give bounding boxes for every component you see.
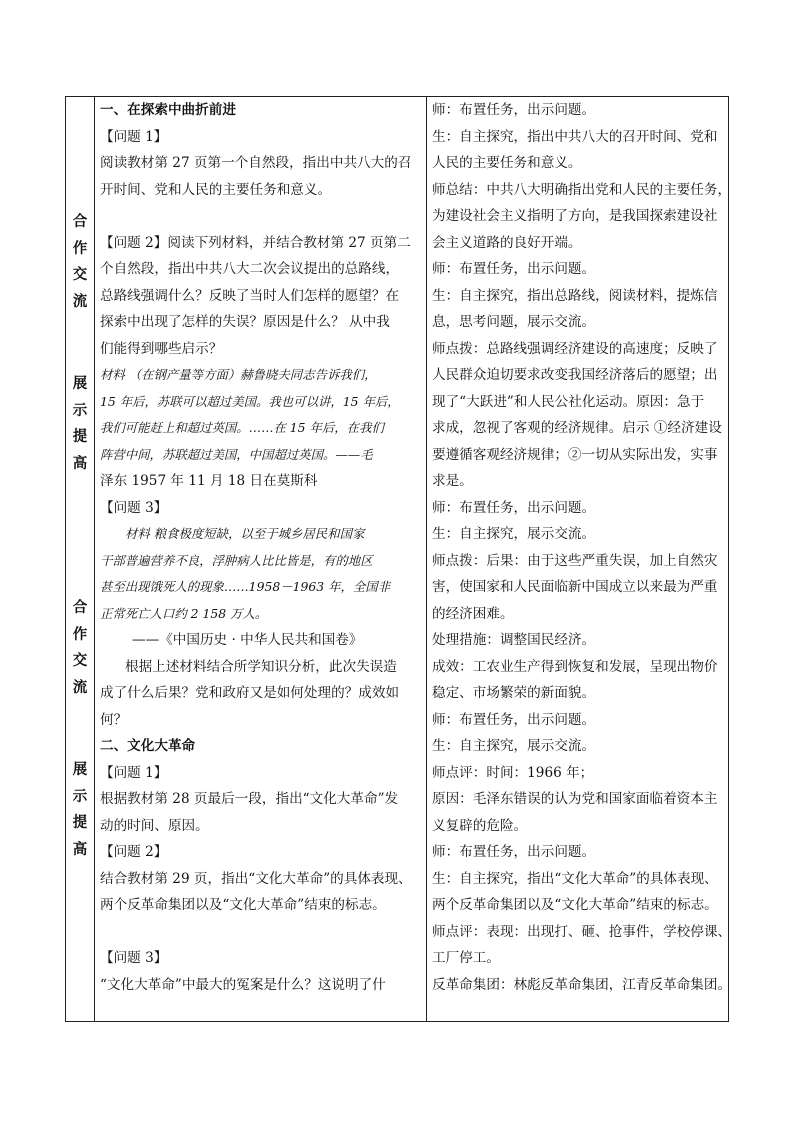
activity-line: 现了“大跃进”和人民公社化运动。原因：急于 [432,393,705,410]
material-source: 泽东 1957 年 11 月 18 日在莫斯科 [100,473,318,489]
activity-line: 原因：毛泽东错误的认为党和国家面临着资本主 [432,791,718,807]
activity-line: 师：布置任务，出示问题。 [432,711,596,728]
material-quote-line: 干部普遍营养不良，浮肿病人比比皆是，有的地区 [100,552,373,568]
activity-line: 两个反革命集团以及“文化大革命”结束的标志。 [432,897,718,913]
stage-label-cooperate-1: 合 作 交 流 [72,213,88,310]
activity-line: 生：自主探究，展示交流。 [432,738,596,754]
activity-line: 人民群众迫切要求改变我国经济落后的愿望；出 [432,367,718,383]
material-quote-line: 材料 （在钢产量等方面）赫鲁晓夫同志告诉我们， [100,367,377,382]
activity-line: 师：布置任务，出示问题。 [432,844,596,860]
activity-line: 会主义道路的良好开端。 [432,234,582,251]
content-line: 探索中出现了怎样的失误？原因是什么？ 从中我 [100,314,390,330]
activity-line: 求是。 [432,473,473,489]
question-label: 【问题 1】 [100,764,168,781]
material-quote-line: 15 年后，苏联可以超过美国。我也可以讲，15 年后， [100,393,400,409]
content-line: 何？ [100,711,128,728]
content-line: 两个反革命集团以及“文化大革命”结束的标志。 [100,897,386,913]
question-label: 【问题 3】 [100,499,168,516]
material-quote-line: 正常死亡人口约 2 158 万人。 [100,605,268,621]
content-line: 根据上述材料结合所学知识分析，此次失误造 [125,658,397,675]
question-label: 【问题 2】阅读下列材料，并结合教材第 27 页第二 [100,234,411,251]
activity-line: 处理措施：调整国民经济。 [432,632,596,648]
content-line: 动的时间、原因。 [100,817,209,834]
activity-line: 为建设社会主义指明了方向，是我国探索建设社 [432,208,718,224]
activity-line: 人民的主要任务和意义。 [432,155,582,171]
activity-line: 师点评：表现：出现打、砸、抢事件，学校停课、 [432,923,732,940]
stage-label-cooperate-2: 合 作 交 流 [72,599,88,696]
activity-line: 息，思考问题，展示交流。 [432,314,596,330]
activity-line: 的经济困难。 [432,605,514,622]
activity-line: 生：自主探究，指出总路线，阅读材料，提炼信 [432,287,718,304]
activity-line: 师总结：中共八大明确指出党和人民的主要任务， [432,181,732,198]
stage-label-present-2: 展 示 提 高 [72,761,88,858]
activity-line: 义复辟的危险。 [432,817,528,834]
question-label: 【问题 2】 [100,844,168,860]
content-line: 开时间、党和人民的主要任务和意义。 [100,181,332,198]
section-heading-1: 一、在探索中曲折前进 [100,102,236,118]
activity-line: 生：自主探究，展示交流。 [432,526,596,542]
activity-line: 师：布置任务，出示问题。 [432,102,596,118]
question-label: 【问题 3】 [100,950,168,966]
content-line: 们能得到哪些启示？ [100,340,223,357]
lesson-table [65,96,732,1022]
activity-line: 师：布置任务，出示问题。 [432,261,596,277]
material-quote-line: 甚至出现饿死人的现象……1958－1963 年，全国非 [100,579,391,594]
material-quote-line: 材料 粮食极度短缺，以至于城乡居民和国家 [125,526,365,541]
activity-line: 害，使国家和人民面临新中国成立以来最为严重 [432,579,718,595]
content-line: 阅读教材第 27 页第一个自然段，指出中共八大的召 [100,155,412,171]
activity-line: 稳定、市场繁荣的新面貌。 [432,685,596,701]
activity-line: 成效：工农业生产得到恢复和发展，呈现出物价 [432,658,718,675]
activity-line: 师点拨：后果：由于这些严重失误，加上自然灾 [432,552,718,569]
content-line [100,203,422,230]
stage-label-present-1: 展 示 提 高 [72,375,88,472]
content-line: 总路线强调什么？反映了当时人们怎样的愿望？在 [100,287,400,304]
activity-line: 师点评：时间：1966 年； [432,764,594,781]
activity-line: 生：自主探究，指出“文化大革命”的具体表现、 [432,870,718,887]
content-line: 个自然段，指出中共八大二次会议提出的总路线， [100,261,400,277]
question-label: 【问题 1】 [100,128,168,145]
section-heading-2: 二、文化大革命 [100,738,196,754]
material-quote-line: 我们可能赶上和超过英国。……在 15 年后，在我们 [100,420,384,435]
activity-line: 要遵循客观经济规律；②一切从实际出发，实事 [432,446,718,463]
material-source: ——《中国历史 · 中华人民共和国卷》 [132,632,363,648]
activity-line: 生：自主探究，指出中共八大的召开时间、党和 [432,128,718,145]
content-line: 根据教材第 28 页最后一段，指出“文化大革命”发 [100,791,399,807]
activity-line: 工厂停工。 [432,950,500,966]
activity-line: 师点拨：总路线强调经济建设的高速度；反映了 [432,340,718,357]
content-line: 成了什么后果？党和政府又是如何处理的？成效如 [100,685,400,701]
material-quote-line: 阵营中间，苏联超过美国，中国超过英国。——毛 [100,446,373,462]
content-line: “文化大革命”中最大的冤案是什么？这说明了什 [100,976,386,993]
column-divider-1 [94,97,95,1021]
content-line [100,919,422,946]
activity-line: 师：布置任务，出示问题。 [432,499,596,516]
stage-column [66,97,94,1021]
activity-line: 反革命集团：林彪反革命集团，江青反革命集团。 [432,976,732,993]
activity-line: 求成，忽视了客观的经济规律。启示 ①经济建设 [432,420,722,436]
content-line: 结合教材第 29 页，指出“文化大革命”的具体表现、 [100,870,412,887]
column-divider-2 [426,97,427,1021]
